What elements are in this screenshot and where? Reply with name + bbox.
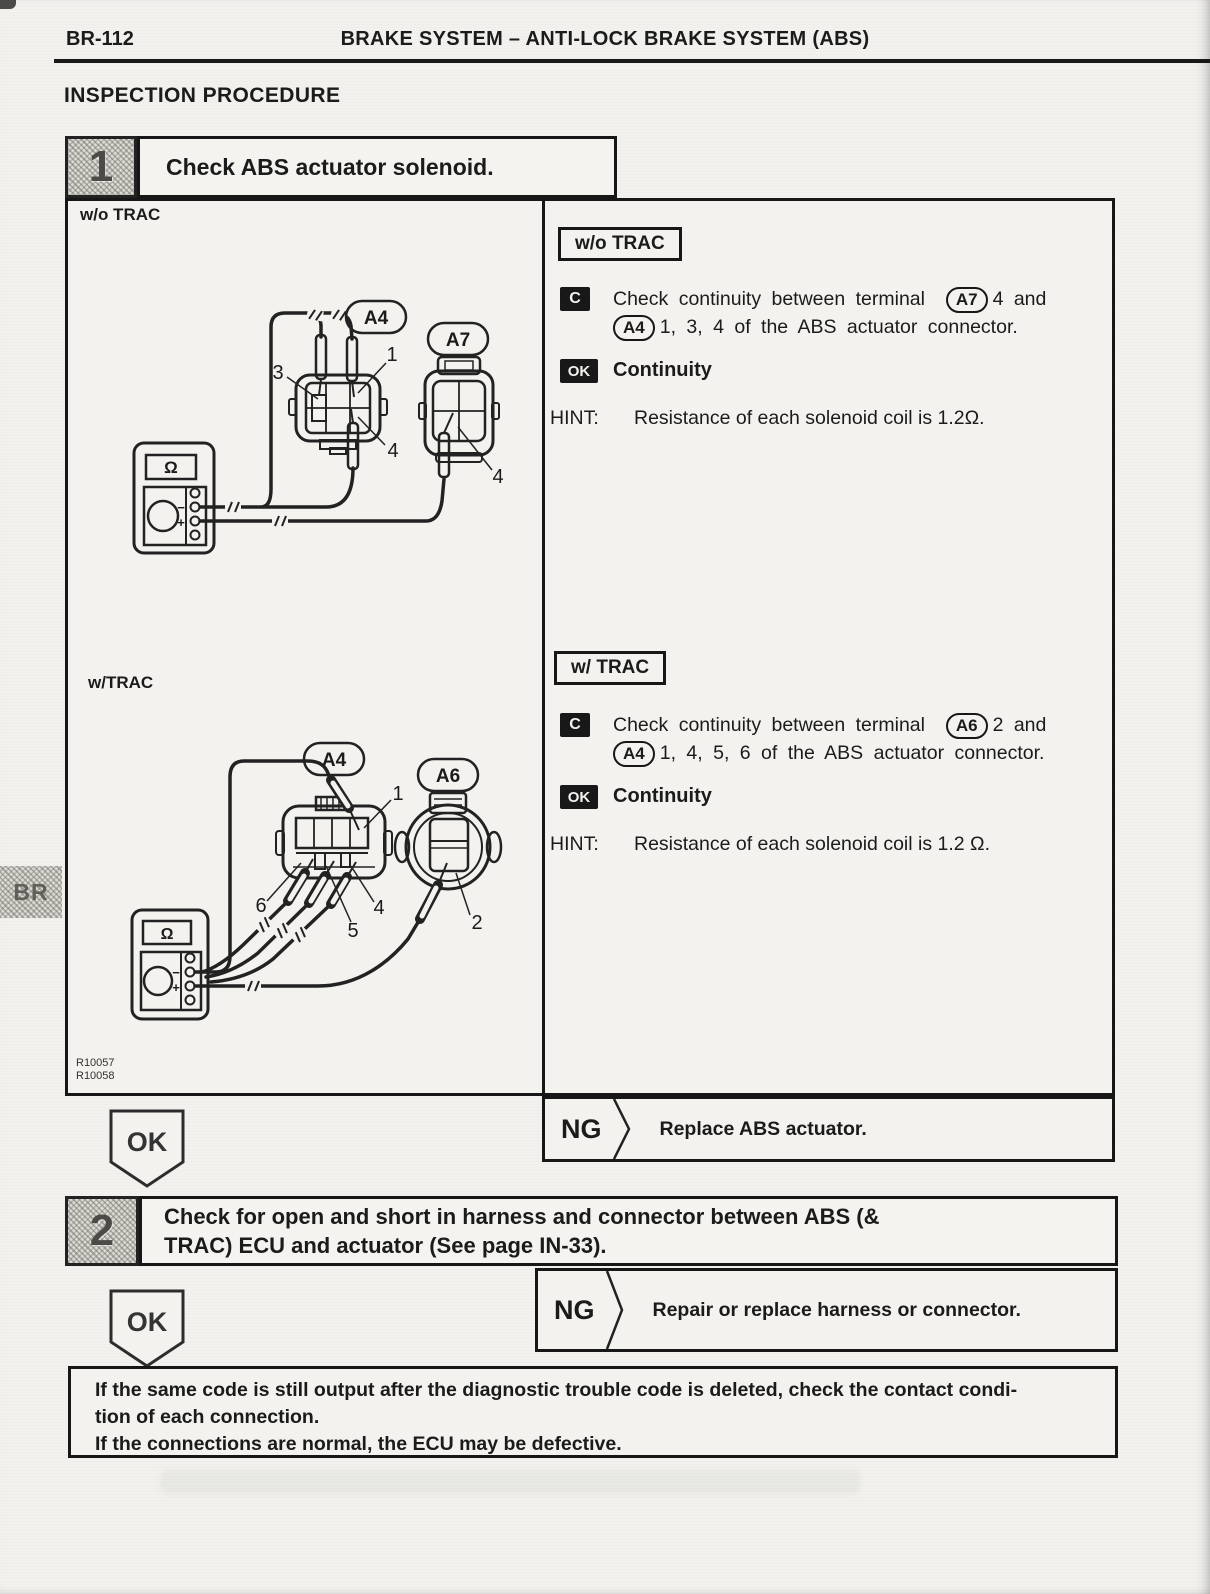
check-instruction-line1 (613, 711, 1107, 739)
hint-text: Resistance of each solenoid coil is 1.2Ω. (634, 407, 985, 429)
step1-number-badge (65, 136, 137, 198)
ng-chevron-icon (605, 1271, 625, 1349)
diagram-wo-trac (68, 227, 545, 657)
connector-id-label-a7 (428, 323, 488, 355)
procedure-w-trac-label: w/ TRAC (554, 651, 666, 685)
hint-text: Resistance of each solenoid coil is 1.2 Ω. (634, 833, 991, 855)
check-badge-text: C (569, 290, 581, 307)
ng-chevron-icon (612, 1099, 632, 1159)
connector-id-label-a4 (346, 301, 406, 333)
check-instruction (613, 711, 1107, 767)
header-rule (54, 59, 1210, 63)
check-badge-text: C (569, 716, 581, 733)
step2-title-line1: Check for open and short in harness and connector between ABS (& (164, 1204, 880, 1229)
step2-title-line2: TRAC) ECU and actuator (See page IN-33). (164, 1233, 607, 1258)
check-instruction-line2 (613, 739, 1107, 767)
connector-id-label-a4 (304, 743, 364, 775)
step2-title-box (139, 1196, 1118, 1266)
step1-title: Check ABS actuator solenoid. (166, 153, 494, 180)
hint-label: HINT: (550, 833, 599, 855)
check-post: 1, 3, 4 of the ABS actuator connector. (659, 316, 1018, 338)
connector-ref: A6 (946, 713, 988, 739)
ok-label: OK (126, 1307, 168, 1337)
check-badge (560, 287, 590, 311)
a6-connector (395, 793, 501, 889)
ok-badge (560, 359, 598, 383)
diagram1-caption: w/o TRAC (80, 205, 161, 224)
check-post: 1, 4, 5, 6 of the ABS actuator connector. (659, 742, 1045, 764)
multimeter (134, 443, 214, 553)
note-line: If the connections are normal, the ECU may be defective. (95, 1433, 622, 1455)
connector-id-text: A7 (445, 330, 471, 351)
figure-reference-numbers (76, 1057, 115, 1083)
step1-content-box (65, 198, 1115, 1096)
ok-label: OK (126, 1127, 168, 1157)
pin-number: 4 (373, 897, 385, 919)
section-side-tab (0, 866, 62, 918)
hint-label: HINT: (550, 407, 599, 429)
step2-number-badge (65, 1196, 139, 1266)
step1-title-box (137, 136, 617, 198)
step1-ng-row (542, 1096, 1115, 1162)
page-number: BR-112 (66, 28, 134, 50)
check-instruction-line2 (613, 313, 1107, 341)
connector-id-text: A4 (321, 750, 347, 771)
ok-badge-text: OK (567, 362, 591, 380)
note-line: If the same code is still output after the diagnostic trouble code is deleted, check the contact condi- (95, 1379, 1018, 1401)
expected-result: Continuity (613, 359, 712, 381)
connector-id-text: A4 (363, 308, 389, 329)
ng-label: NG (561, 1113, 602, 1144)
check-instruction-line1 (613, 285, 1107, 313)
step1-ok-pentagon (108, 1108, 186, 1190)
hint-line (550, 833, 990, 856)
note-box (68, 1366, 1118, 1458)
minus-terminal-label: − (172, 965, 180, 980)
section-title: INSPECTION PROCEDURE (64, 84, 341, 107)
ng-action-text: Replace ABS actuator. (659, 1117, 867, 1140)
step1-number: 1 (88, 142, 114, 191)
a4-connector (276, 797, 392, 878)
wire-break-mark (272, 516, 288, 526)
connector-id-text: A6 (435, 766, 461, 787)
pin-number: 3 (272, 362, 284, 384)
connector-ref: A4 (613, 741, 655, 767)
check-mid: 2 and (992, 714, 1047, 736)
diagram-w-trac (68, 701, 545, 1061)
pin-number: 1 (392, 783, 404, 805)
test-probe (439, 413, 453, 477)
a7-connector (419, 357, 499, 462)
ohm-symbol: Ω (164, 458, 178, 477)
a4-connector (289, 375, 387, 454)
connector-id-label-a6 (418, 759, 478, 791)
plus-terminal-label: + (177, 515, 185, 530)
procedure-wo-trac-label: w/o TRAC (558, 227, 682, 261)
step2-ok-pentagon (108, 1288, 186, 1370)
pin-number: 4 (492, 466, 504, 488)
step2-title (142, 1202, 880, 1260)
step2-number: 2 (89, 1206, 115, 1255)
connector-ref: A7 (946, 287, 988, 313)
connector-ref: A4 (613, 315, 655, 341)
step2-ng-row (535, 1268, 1118, 1352)
side-tab-text: BR (13, 878, 49, 905)
plus-terminal-label: + (172, 980, 180, 995)
check-mid: 4 and (992, 288, 1047, 310)
expected-result: Continuity (613, 785, 712, 807)
pin-number: 1 (386, 344, 398, 366)
pin-number: 2 (471, 912, 483, 934)
pin-number: 4 (387, 440, 399, 462)
check-instruction (613, 285, 1107, 341)
figure-ref: R10057 (76, 1057, 115, 1069)
hint-line (550, 407, 985, 430)
ng-action-text: Repair or replace harness or connector. (652, 1298, 1021, 1321)
ohm-symbol: Ω (160, 926, 174, 943)
wire-break-mark (245, 981, 261, 991)
wire-break-mark (225, 502, 241, 512)
figure-ref: R10058 (76, 1070, 115, 1082)
scan-corner-artifact (0, 0, 16, 9)
test-lead-wires (200, 313, 444, 521)
ng-label: NG (554, 1294, 595, 1325)
bleedthrough-artifact (160, 1470, 860, 1494)
ok-badge (560, 785, 598, 809)
check-pre: Check continuity between terminal (613, 714, 925, 736)
check-pre: Check continuity between terminal (613, 288, 925, 310)
minus-terminal-label: − (177, 500, 185, 515)
wire-break-mark (306, 308, 324, 321)
page-header-title: BRAKE SYSTEM – ANTI-LOCK BRAKE SYSTEM (ABS) (340, 28, 870, 50)
pin-number: 6 (255, 895, 267, 917)
multimeter (132, 910, 208, 1019)
check-badge (560, 713, 590, 737)
ok-badge-text: OK (567, 788, 591, 806)
diagram2-caption: w/TRAC (88, 673, 154, 692)
pin-number: 5 (347, 920, 359, 942)
note-line: tion of each connection. (95, 1406, 320, 1428)
